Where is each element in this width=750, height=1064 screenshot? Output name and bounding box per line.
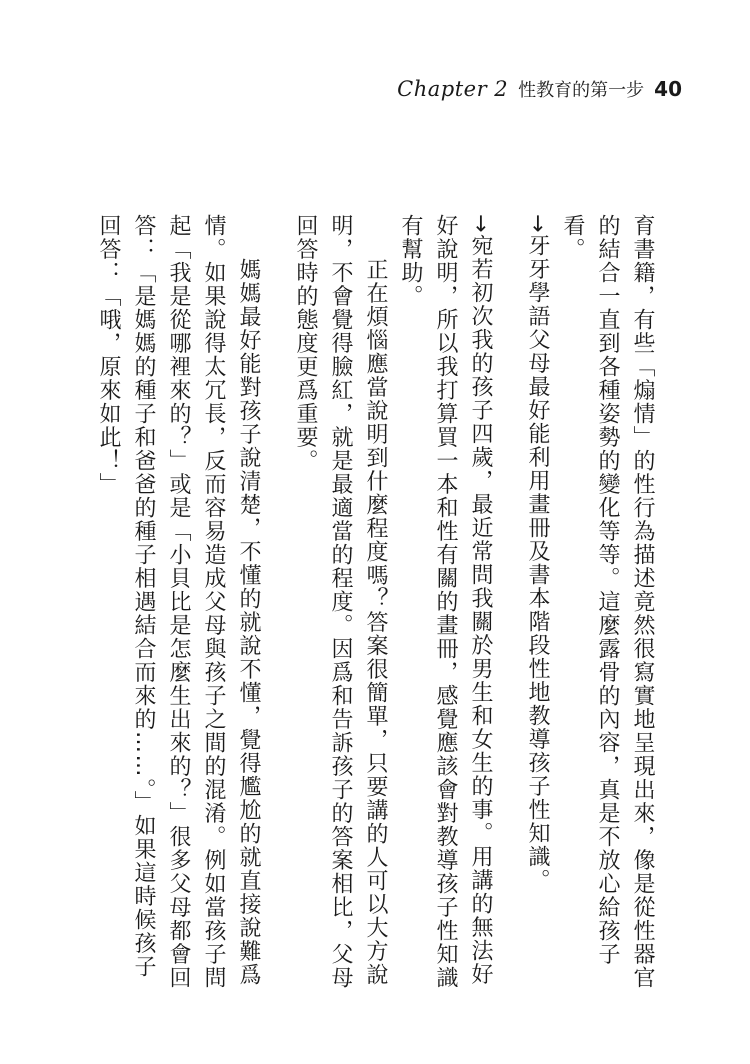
paragraph-continued: 育書籍，有些「煽情」的性行為描述竟然很寫實地呈現出來，像是從性器官的結合一直到各種姿勢的變化等等。這麼露骨的內容，真是不放心給孩子看。 (560, 214, 655, 990)
chapter-title: 性教育的第一步 (518, 80, 645, 101)
qa-question-firsttime: 我的孩子四歲，最近常問我關於男生和女生的事。用講的無法好好說明，所以我打算買一本和性有關的畫冊，感覺應該會對教導孩子性知識有幫助。 (398, 214, 493, 990)
running-header (397, 76, 682, 102)
qa-label-firsttime: → 宛若初次 (468, 214, 493, 328)
qa-label-toddler: → 牙牙學語 (525, 214, 550, 328)
page-number: 40 (654, 77, 682, 101)
chapter-label: Chapter 2 (397, 77, 509, 101)
qa-section-toddler (520, 214, 555, 994)
qa-answer-toddler: 父母最好能利用畫冊及書本階段性地教導孩子性知識。 (525, 327, 550, 892)
body-text (80, 214, 660, 994)
paragraph-answer: 正在煩惱應當說明到什麼程度嗎？答案很簡單，只要講的人可以大方說明，不會覺得臉紅，就是最適當的程度。因爲和告訴孩子的答案相比，父母回答時的態度更爲重要。 (293, 214, 388, 990)
paragraph-advice: 媽媽最好能對孩子說清楚，不懂的就說不懂，覺得尷尬的就直接說難爲情。如果說得太冗長，反而容易造成父母與孩子之間的混淆。例如當孩子問起「我是從哪裡來的？」或是「小貝比是怎麼生出來的？」很多父母都會回答：「是媽媽的種子和爸爸的種子相遇結合而來的……。」如果這時候孩子回答：「哦，原來如此！」 (96, 214, 261, 990)
qa-section-firsttime (393, 214, 498, 994)
